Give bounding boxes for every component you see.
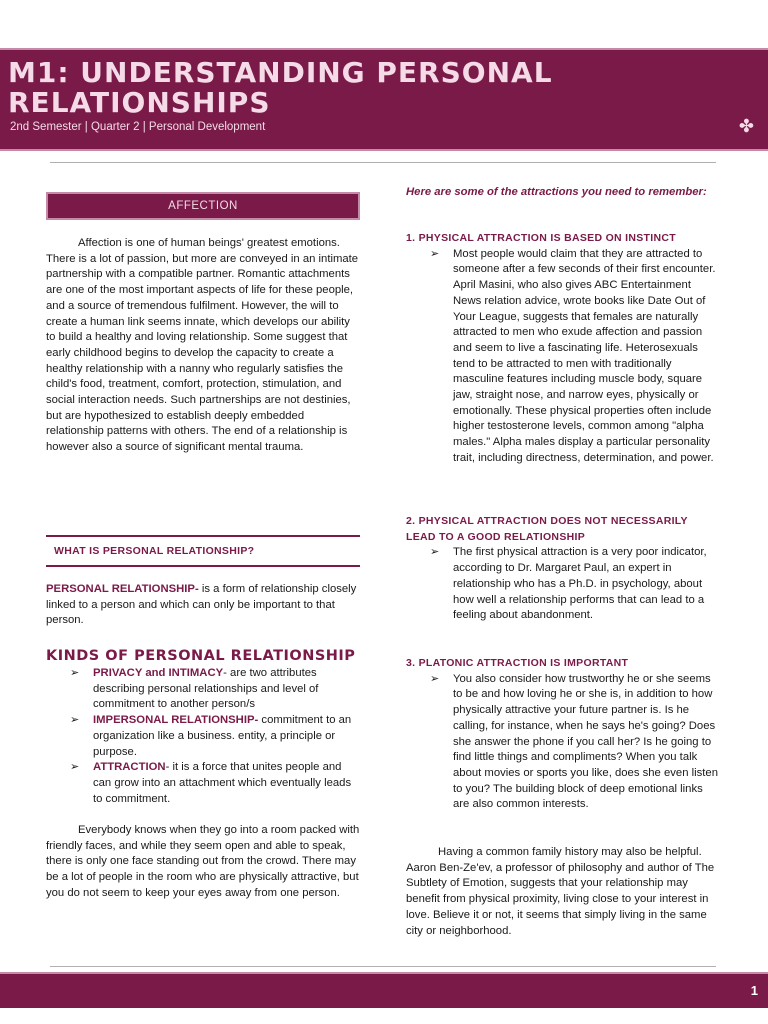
page-footer [0,972,768,1008]
page-title: M1: UNDERSTANDING PERSONAL RELATIONSHIPS [8,56,553,119]
section-heading-personal-relationship: WHAT IS PERSONAL RELATIONSHIP? [46,535,360,567]
affection-heading: AFFECTION [46,192,360,220]
kind-term: PRIVACY and INTIMACY [93,667,224,679]
kinds-title: KINDS OF PERSONAL RELATIONSHIP [46,648,356,664]
kind-term: IMPERSONAL RELATIONSHIP- [93,714,259,727]
page-subtitle: 2nd Semester | Quarter 2 | Personal Development [10,121,266,133]
list-item [46,713,360,760]
attraction-list [406,545,720,624]
affection-paragraph: Affection is one of human beings' greatest emotions. There is a lot of passion, but more are conveyed in an intimate partnership with a compatible partner. Romantic attachments are one of the most important aspects of life for these people, and a source of tremendous fulfilment. However, the will to create a human link seems innate, which develops our ability to build a healthy and loving relationship. Some suggest that early childhood begins to develop the capacity to create a healthy relationship with a nanny who regularly satisfies the child's food, treatment, comfort, protection, stimulation, and social interaction needs. Such partnerships are not destinies, but are hypothesized to establish deeply embedded relationship patterns with others. The end of a relationship is however also a source of significant mental trauma. [46,237,359,454]
kind-text: - are two attributes describing personal relationships and level of commitment to another person/s [93,667,319,711]
attraction-item-1 [406,231,720,467]
affection-section [46,236,360,456]
kind-text: - it is a force that unites people and can grow into an attachment which eventually leads to commitment. [93,761,352,805]
clover-icon: ✤ [738,116,754,136]
arrow-bullet-icon: ➢ [430,247,440,260]
definition-paragraph [46,582,360,629]
attractions-intro [406,185,720,201]
kind-text: commitment to an organization like a business. entity, a principle or purpose. [93,714,352,758]
attractions-intro-text: Here are some of the attractions you need to remember: [406,186,707,198]
attraction-list [406,247,720,467]
attraction-heading: 1. PHYSICAL ATTRACTION IS BASED ON INSTINCT [406,232,676,244]
attraction-heading: 2. PHYSICAL ATTRACTION DOES NOT NECESSARILY LEAD TO A GOOD RELATIONSHIP [406,515,688,543]
kinds-section [46,647,360,807]
arrow-bullet-icon: ➢ [430,672,440,685]
page-number: 1 [750,983,758,998]
definition-block [46,582,360,629]
list-item [406,545,720,624]
arrow-bullet-icon: ➢ [430,546,440,559]
kinds-list [46,666,360,807]
definition-text: is a form of relationship closely linked to a person and which can only be important to that person. [46,583,357,627]
list-item [406,247,720,467]
bottom-divider [50,966,716,967]
attraction-heading: 3. PLATONIC ATTRACTION IS IMPORTANT [406,657,629,669]
arrow-bullet-icon: ➢ [70,714,80,727]
arrow-bullet-icon: ➢ [70,667,80,679]
definition-term: PERSONAL RELATIONSHIP- [46,583,199,595]
attraction-item-3 [406,656,720,813]
closing-paragraph-right: Having a common family history may also be helpful. Aaron Ben-Ze'ev, a professor of philosophy and author of The Subtlety of Emotion, suggests that your relationship may benefit from physical proximity, living close to your interest in love. Believe it or not, it seems that simply living in the same city or neighborhood. [406,846,715,937]
closing-paragraph-left: Everybody knows when they go into a room packed with friendly faces, and while they seem open and able to speak, there is only one face standing out from the crowd. There may be a lot of people in the room who are physically attractive, but you do not seem to keep your eyes away from one person. [46,824,360,899]
closing-left [46,823,360,902]
list-item [46,760,360,807]
closing-right [406,845,720,939]
list-item [406,672,720,813]
page-header [0,48,768,151]
attraction-text: The first physical attraction is a very poor indicator, according to Dr. Margaret Paul, an expert in relationship who has a Ph.D. in psychology, about how well a relationship performs that can lead to a feeling about abandonment. [453,546,707,622]
attraction-text: Most people would claim that they are attracted to someone after a few seconds of their first encounter. April Masini, who also gives ABC Entertainment News relation advice, wrote books like Date Out of Your League, suggests that females are naturally attracted to men who exude affection and passion and seem to live a fascinating life. Heterosexuals tend to be attracted to men with traditionally masculine features including muscle body, square jaw, straight nose, and narrow eyes, physically or emotionally. These physical properties often include higher testosterone levels, common among "alpha males." Alpha males display a particular personality trait, including directness, determination, and power. [453,247,716,464]
attraction-list [406,672,720,813]
arrow-bullet-icon: ➢ [70,761,80,774]
attraction-item-2 [406,514,720,624]
top-divider [50,162,716,163]
kind-term: ATTRACTION [93,761,166,774]
attraction-text: You also consider how trustworthy he or she seems to be and how loving he or she is, in addition to how physically attractive your future partner is. Is he calling, for instance, when he says he's going? Does she answer the phone if you call her? Is he going to find little things and compliments? When you talk about movies or sports you like, does she even listen to you? The building block of deep emotional links are also common interests. [453,672,718,811]
list-item [46,666,360,713]
